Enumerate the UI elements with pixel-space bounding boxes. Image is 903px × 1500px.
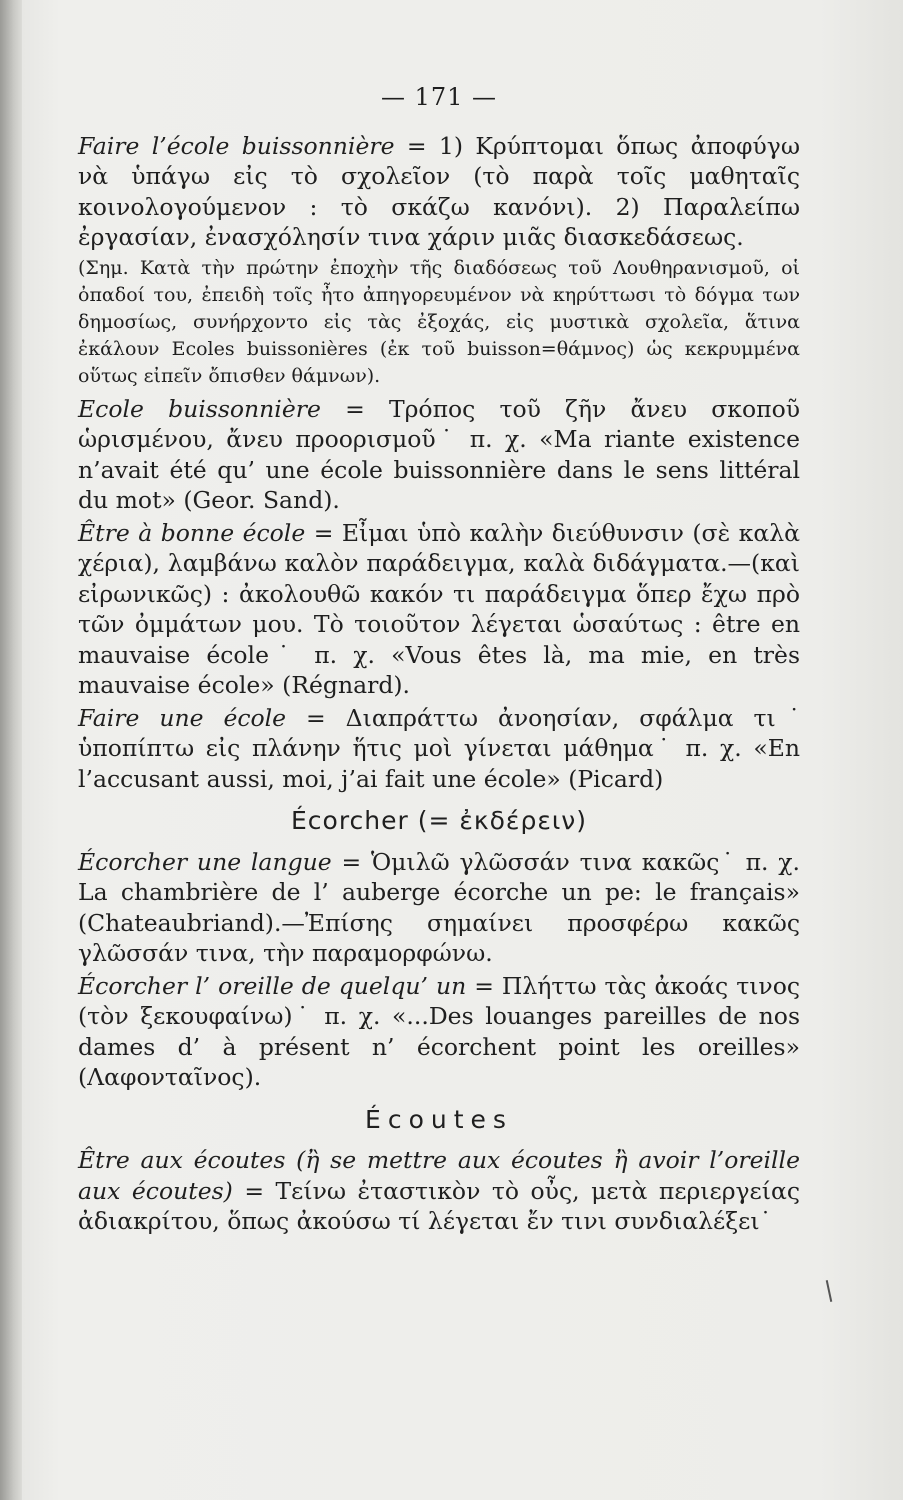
entry-term: Être aux écoutes (ἢ se mettre aux écoutes ἢ avoir l’oreille aux écoutes): [78, 1146, 800, 1205]
entry-term: Être à bonne école: [78, 518, 306, 547]
entry-definition: = Ὁμιλῶ γλῶσσάν τινα κακῶς˙ π. χ. La chambrière de l’ auberge écorche un pe: le français» (Chateaubriand).—Ἐπίσης σημαίνει προσφέρω κακῶς γλῶσσάν τινα, τὴν παραμορφώνω.: [78, 847, 801, 967]
entry-definition: = Τείνω ἐταστικὸν τὸ οὖς, μετὰ περιεργείας ἀδιακρίτου, ὅπως ἀκούσω τί λέγεται ἔν τινι συνδιαλέξει˙: [78, 1176, 800, 1235]
entry-definition: = Εἶμαι ὑπὸ καλὴν διεύθυνσιν (σὲ καλὰ χέρια), λαμβάνω καλὸν παράδειγμα, καλὰ διδάγματα.—(καὶ εἰρωνικῶς) : ἀκολουθῶ κακόν τι παράδειγμα ὅπερ ἔχω πρὸ τῶν ὀμμάτων μου. Τὸ τοιοῦτον λέγεται ὡσαύτως : être en mauvaise école˙ π. χ. «Vous êtes là, ma mie, en très mauvaise école» (Régnard).: [78, 518, 801, 699]
entry-definition: = Πλήττω τὰς ἀκοάς τινος (τὸν ξεκουφαίνω)˙ π. χ. «...Des louanges pareilles de nos dames d’ à présent n’ écorchent point les oreilles» (Λαφονταῖνος).: [78, 971, 800, 1091]
entry-term: Écorcher l’ oreille de quelqu’ un: [78, 971, 467, 1000]
entry-term: Écorcher une langue: [78, 847, 332, 876]
entry-term: Faire une école: [78, 703, 287, 732]
entry-faire-ecole-buissonniere: [78, 131, 800, 253]
historical-note: (Σημ. Κατὰ τὴν πρώτην ἐποχὴν τῆς διαδόσεως τοῦ Λουθηρανισμοῦ, οἱ ὀπαδοί του, ἐπειδὴ τοῖς ἦτο ἀπηγορευμένον νὰ κηρύττωσι τὸ δόγμα των δημοσίως, συνήρχοντο εἰς τὰς ἐξοχάς, εἰς μυστικὰ σχολεῖα, ἅτινα ἐκάλουν Ecoles buissonières (ἐκ τοῦ buisson=θάμνος) ὡς κεκρυμμένα οὕτως εἰπεῖν ὄπισθεν θάμνων).: [78, 256, 800, 387]
page-content: [78, 82, 800, 1239]
entry-etre-a-bonne-ecole: [78, 518, 800, 701]
entry-definition: = Τρόπος τοῦ ζῆν ἄνευ σκοποῦ ὡρισμένου, ἄνευ προορισμοῦ˙ π. χ. «Ma riante existence n’avait été qu’ une école buissonnière dans le sens littéral du mot» (Geor. Sand).: [78, 394, 800, 514]
entry-faire-une-ecole: [78, 703, 800, 795]
entry-etre-aux-ecoutes: [78, 1145, 800, 1237]
page-number: — 171 —: [380, 83, 498, 111]
entry-term: Ecole buissonnière: [78, 394, 321, 423]
entry-definition: = 1) Κρύπτομαι ὅπως ἀποφύγω νὰ ὑπάγω εἰς τὸ σχολεῖον (τὸ παρὰ τοῖς μαθηταῖς κοινολογούμενον : τὸ σκάζω κανόνι). 2) Παραλείπω ἐργασίαν, ἐνασχόλησίν τινα χάριν μιᾶς διασκεδάσεως.: [78, 131, 800, 251]
book-spine-shadow: [0, 0, 22, 1500]
entry-ecole-buissonniere: [78, 394, 800, 516]
section-heading-ecoutes: Écoutes: [365, 1104, 513, 1134]
margin-pencil-mark: [826, 1280, 833, 1302]
section-heading-ecorcher: Écorcher (= ἐκδέρειν): [290, 806, 588, 835]
entry-ecorcher-une-langue: [78, 847, 800, 969]
entry-ecorcher-l-oreille: [78, 971, 800, 1093]
entry-definition: = Διαπράττω ἀνοησίαν, σφάλμα τι˙ ὑποπίπτω εἰς πλάνην ἥτις μοὶ γίνεται μάθημα˙ π. χ. «En l’accusant aussi, moi, j’ai fait une école» (Picard): [78, 703, 800, 793]
entry-term: Faire l’école buissonnière: [78, 131, 395, 160]
